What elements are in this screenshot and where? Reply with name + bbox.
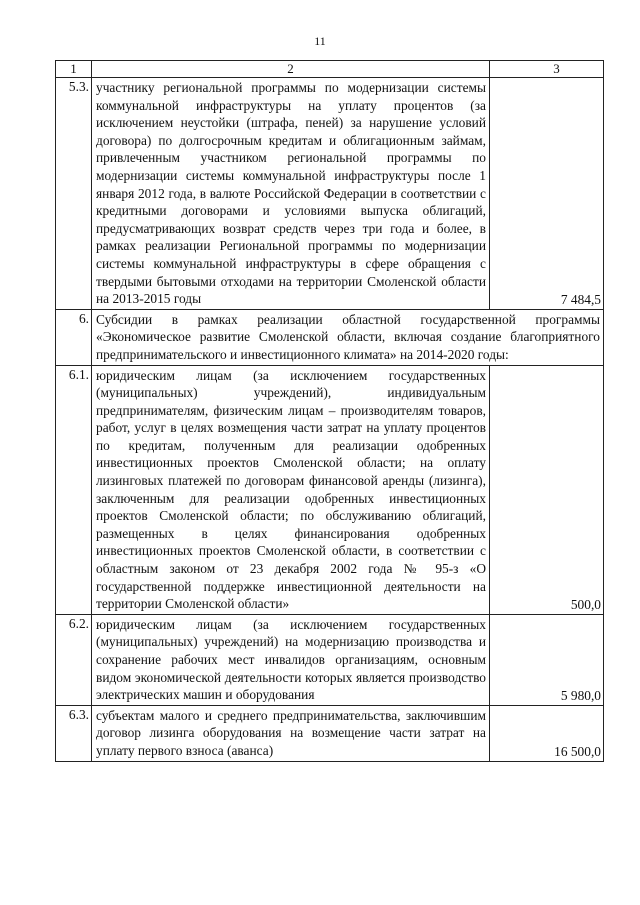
table-header-row (56, 61, 604, 78)
row-number: 5.3. (56, 78, 92, 310)
row-amount: 7 484,5 (490, 78, 604, 310)
appropriations-table (55, 60, 604, 762)
row-description: участнику региональной программы по модернизации системы коммунальной инфраструктуры на уплату процентов (за исключением неустойки (штрафа, пеней) за нарушение условий договора) по долгосрочным кредитам и облигационным займам, привлеченным участником региональной программы по модернизации системы коммунальной инфраструктуры после 1 января 2012 года, в валюте Российской Федерации в соответствии с кредитными договорами и условиями выпуска облигаций, предусматривающих возврат средств через три года и более, в рамках реализации Региональной программы по модернизации системы коммунальной инфраструктуры в сфере обращения с твердыми бытовыми отходами на территории Смоленской области на 2013-2015 годы (92, 78, 490, 310)
table-row (56, 78, 604, 310)
row-description: юридическим лицам (за исключением государственных (муниципальных) учреждений), индивидуальным предпринимателям, физическим лицам – производителям товаров, работ, услуг в целях возмещения части затрат на уплату процентов по кредитам, полученным для реализации одобренных инвестиционных проектов Смоленской области; на оплату лизинговых платежей по договорам финансовой аренды (лизинга), заключенным для реализации одобренных инвестиционных проектов Смоленской области; по обслуживанию облигаций, размещенных в целях финансирования одобренных инвестиционных проектов Смоленской области, в соответствии с областным законом от 23 декабря 2002 года № 95-з «О государственной поддержке инвестиционной деятельности на территории Смоленской области» (92, 365, 490, 614)
header-col-3: 3 (490, 61, 604, 78)
row-description: субъектам малого и среднего предпринимательства, заключившим договор лизинга оборудования на возмещение части затрат на уплату первого взноса (аванса) (92, 705, 490, 761)
row-description: Субсидии в рамках реализации областной государственной программы «Экономическое развитие Смоленской области, включая создание благоприятного предпринимательского и инвестиционного климата» на 2014-2020 годы: (92, 309, 604, 365)
row-amount: 500,0 (490, 365, 604, 614)
page-number: 11 (314, 34, 326, 48)
table-row (56, 705, 604, 761)
row-number: 6.3. (56, 705, 92, 761)
row-amount: 5 980,0 (490, 614, 604, 705)
row-number: 6.1. (56, 365, 92, 614)
table-row (56, 614, 604, 705)
header-col-1: 1 (56, 61, 92, 78)
table-row (56, 365, 604, 614)
row-number: 6.2. (56, 614, 92, 705)
row-number: 6. (56, 309, 92, 365)
table-row (56, 309, 604, 365)
row-description: юридическим лицам (за исключением государственных (муниципальных) учреждений) на модернизацию производства и сохранение рабочих мест инвалидов организациям, основным видом экономической деятельности которых является производство электрических машин и оборудования (92, 614, 490, 705)
header-col-2: 2 (92, 61, 490, 78)
row-amount: 16 500,0 (490, 705, 604, 761)
